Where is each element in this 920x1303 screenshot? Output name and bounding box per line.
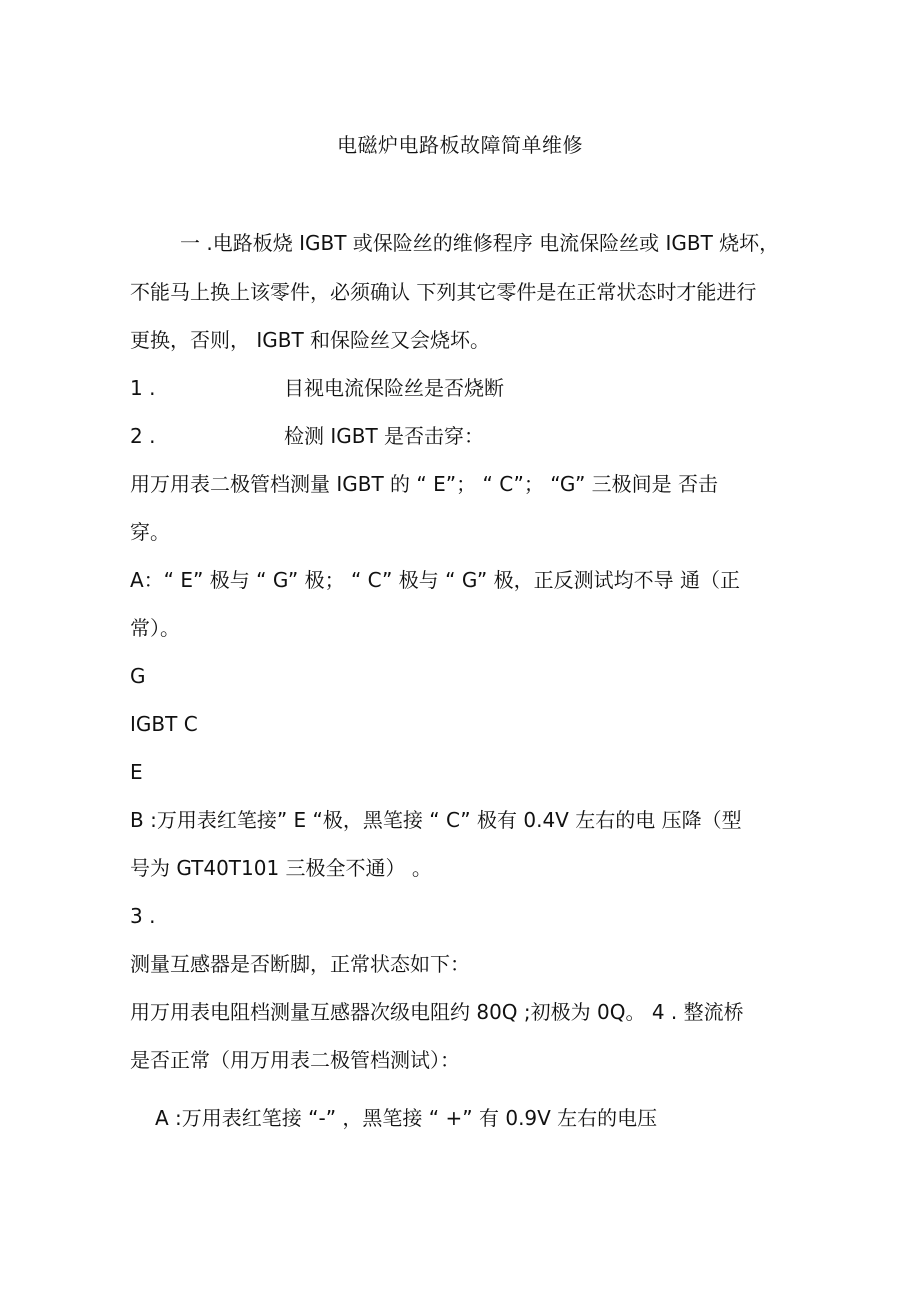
list-item [130,422,484,450]
paragraph-line: 测量互感器是否断脚，正常状态如下： [130,952,470,976]
list-number: 3 . [130,904,156,928]
paragraph-line: 用万用表二极管档测量 IGBT 的 “ E”； “ C”； “G” 三极间是 否击 [130,472,719,496]
paragraph-line: B :万用表红笔接” E “极，黑笔接 “ C” 极有 0.4V 左右的电 压降（型 [130,808,742,832]
paragraph-line: 不能马上换上该零件，必须确认 下列其它零件是在正常状态时才能进行 [130,280,757,304]
paragraph-line: A :万用表红笔接 “-” ，黑笔接 “ +” 有 0.9V 左右的电压 [155,1106,658,1130]
diagram-label-g: G [130,664,146,688]
paragraph-line: 用万用表电阻档测量互感器次级电阻约 80Q ;初极为 0Q。 4 . 整流桥 [130,1000,744,1024]
diagram-label-igbt-c: IGBT C [130,712,198,736]
diagram-label-e: E [130,760,143,784]
list-text: 检测 IGBT 是否击穿： [284,424,485,448]
paragraph-line: A：“ E” 极与 “ G” 极； “ C” 极与 “ G” 极，正反测试均不导 通（正 [130,568,740,592]
document-title: 电磁炉电路板故障简单维修 [337,133,583,157]
paragraph-line: 常）。 [130,616,180,640]
list-text: 目视电流保险丝是否烧断 [284,376,504,400]
paragraph-line: 更换，否则， IGBT 和保险丝又会烧坏。 [130,328,491,352]
list-item [130,374,504,402]
paragraph-line: 穿。 [130,520,170,544]
list-number: 1 . [130,376,156,400]
list-number: 2 . [130,424,156,448]
paragraph-line: 是否正常（用万用表二极管档测试）： [130,1048,460,1072]
paragraph-line: 一 .电路板烧 IGBT 或保险丝的维修程序 电流保险丝或 IGBT 烧坏， [180,231,780,255]
paragraph-line: 号为 GT40T101 三极全不通） 。 [130,856,432,880]
